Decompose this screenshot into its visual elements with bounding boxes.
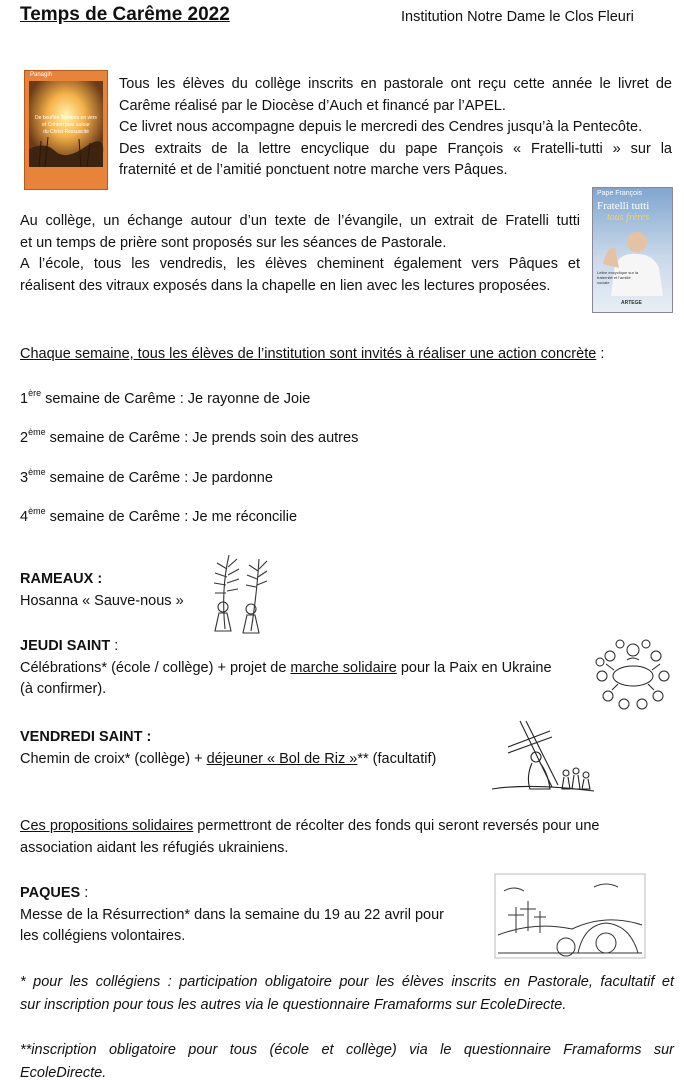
- week-ordinal: ère: [28, 388, 42, 398]
- jeudi-note: (à confirmer).: [20, 681, 107, 697]
- vendredi-title: VENDREDI SAINT :: [20, 729, 152, 745]
- college-line: réalisent des vitraux exposés dans la chapelle en lien avec les lectures proposées.: [20, 277, 551, 294]
- week-number: 1: [20, 391, 29, 407]
- intro-line: Carême réalisé par le Diocèse d’Auch et financé par l’APEL.: [119, 97, 506, 114]
- rameaux-section: [20, 569, 184, 612]
- week-ordinal: ème: [28, 427, 46, 437]
- intro-line: Ce livret nous accompagne depuis le mercredi des Cendres jusqu’à la Pentecôte.: [119, 119, 643, 135]
- solidarity-text: permettront de récolter des fonds qui seront reversés pour une: [193, 818, 600, 834]
- vendredi-text: Chemin de croix* (collège) +: [20, 750, 207, 767]
- paques-section: [20, 883, 490, 948]
- footnote-line: EcoleDirecte.: [20, 1065, 107, 1081]
- solidarity-text-2: association aidant les réfugiés ukrainiens.: [20, 839, 289, 856]
- paques-text-2: les collégiens volontaires.: [20, 928, 186, 944]
- week-item: [20, 427, 359, 446]
- booklet-line-3: du Christ Ressuscité: [43, 129, 89, 135]
- intro-line: fraternité et de l’amitié ponctuent notre marche vers Pâques.: [119, 162, 508, 178]
- page-title: Temps de Carême 2022: [20, 4, 230, 25]
- week-item: [20, 388, 311, 407]
- way-of-cross-illustration: [490, 717, 596, 797]
- footnote-line: **inscription obligatoire pour tous (école et collège) via le questionnaire Framaforms sur: [20, 1042, 674, 1058]
- weekly-heading-suffix: :: [596, 346, 605, 362]
- footnote-single-star: [20, 971, 674, 1017]
- paques-text: Messe de la Résurrection* dans la semaine du 19 au 22 avril pour: [20, 906, 444, 923]
- week-number: 4: [20, 509, 29, 525]
- weekly-heading: [20, 346, 680, 362]
- rameaux-text: Hosanna « Sauve-nous »: [20, 592, 184, 609]
- bol-de-riz-text: déjeuner « Bol de Riz »: [206, 750, 358, 767]
- jeudi-text: Célébrations* (école / collège) + projet de: [20, 659, 291, 676]
- jeudi-saint-section: [20, 636, 590, 701]
- week-text: semaine de Carême : Je me réconcilie: [45, 509, 298, 525]
- jeudi-title: JEUDI SAINT: [20, 638, 111, 654]
- rameaux-title: RAMEAUX :: [20, 571, 103, 587]
- intro-line: Des extraits de la lettre encyclique du pape François « Fratelli-tutti » sur la: [119, 140, 672, 157]
- footnote-line: sur inscription pour tous les autres via le questionnaire Framaforms sur EcoleDirecte.: [20, 997, 567, 1013]
- booklet-cover-image: [24, 70, 108, 190]
- solidarity-paragraph: [20, 816, 680, 859]
- week-ordinal: ème: [28, 467, 46, 477]
- pope-portrait-illustration: [593, 224, 672, 296]
- booklet-line-1: De bouffée Sentiers en vers: [35, 115, 97, 121]
- footnote-line: * pour les collégiens : participation obligatoire pour les élèves inscrits en Pastorale, facultatif et: [20, 974, 674, 990]
- encyclical-description: Lettre encyclique sur la fraternité et l'amitié sociale: [597, 270, 639, 285]
- week-ordinal: ème: [28, 506, 46, 516]
- palm-branches-illustration: [207, 549, 269, 635]
- intro-paragraph: [119, 74, 672, 182]
- jeudi-title-suffix: :: [110, 638, 119, 654]
- college-paragraph: [20, 211, 580, 297]
- last-supper-illustration: [594, 632, 672, 716]
- empty-tomb-illustration: [494, 873, 646, 959]
- footnote-double-star: [20, 1039, 674, 1085]
- paques-title: PAQUES: [20, 885, 81, 901]
- college-line: A l’école, tous les vendredis, les élèves cheminent également vers Pâques et: [20, 256, 580, 272]
- week-item: [20, 467, 273, 486]
- jeudi-text-end: pour la Paix en Ukraine: [396, 659, 552, 676]
- booklet-badge: Panagih: [30, 72, 53, 78]
- vendredi-saint-section: [20, 727, 490, 770]
- college-line: et un temps de prière sont proposés sur les séances de Pastorale.: [20, 234, 447, 251]
- week-text: semaine de Carême : Je pardonne: [45, 470, 273, 486]
- encyclical-cover-image: [592, 187, 673, 313]
- encyclical-title: Fratelli tutti: [597, 200, 650, 212]
- solidarity-link-text: Ces propositions solidaires: [20, 818, 194, 834]
- encyclical-subtitle: tous frères: [607, 212, 650, 223]
- college-line: Au collège, un échange autour d’un texte de l’évangile, un extrait de Fratelli tutti: [20, 213, 580, 229]
- intro-line: Tous les élèves du collège inscrits en pastorale ont reçu cette année le livret de: [119, 76, 672, 92]
- week-number: 2: [20, 430, 29, 446]
- vendredi-text-end: ** (facultatif): [357, 750, 437, 767]
- paques-title-suffix: :: [80, 885, 89, 901]
- booklet-line-2: et Crinten paix autour: [42, 122, 90, 128]
- institution-name: Institution Notre Dame le Clos Fleuri: [401, 9, 634, 25]
- week-item: [20, 506, 298, 525]
- encyclical-author: Pape François: [597, 190, 643, 197]
- encyclical-publisher: ARTEGE: [621, 300, 642, 306]
- week-number: 3: [20, 470, 29, 486]
- marche-solidaire-text: marche solidaire: [290, 659, 397, 676]
- weekly-heading-text: Chaque semaine, tous les élèves de l’institution sont invités à réaliser une action concrète: [20, 346, 597, 362]
- week-text: semaine de Carême : Je rayonne de Joie: [41, 391, 311, 407]
- week-text: semaine de Carême : Je prends soin des autres: [45, 430, 359, 446]
